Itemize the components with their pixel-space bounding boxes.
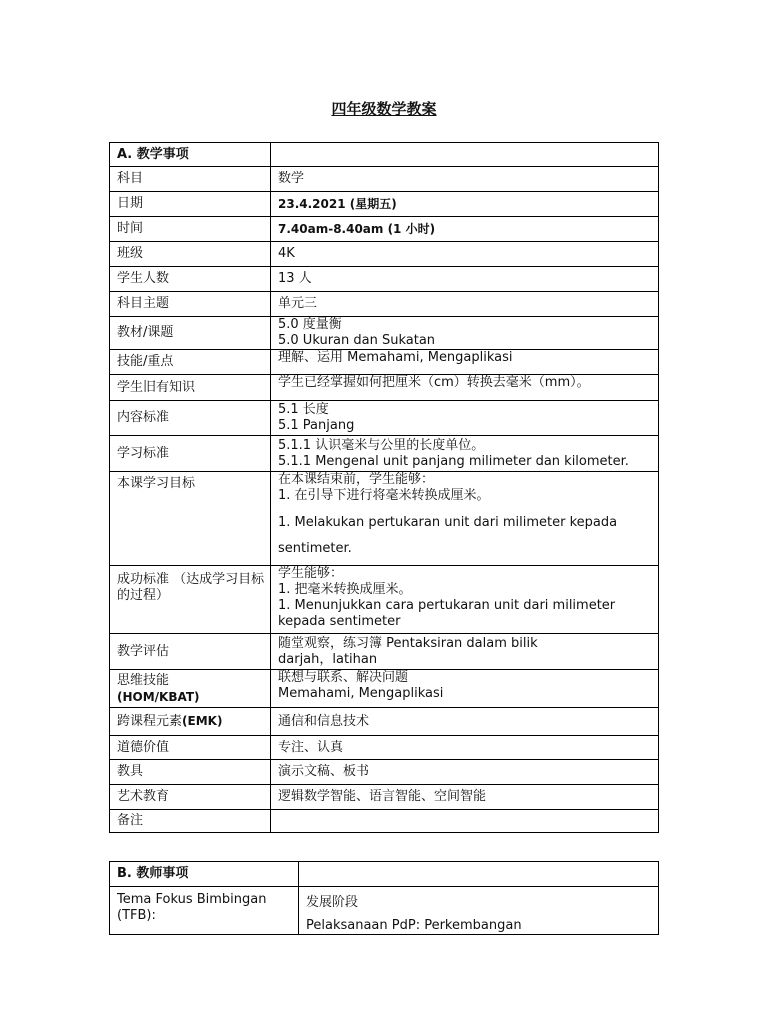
value-line: darjah，latihan — [278, 651, 378, 667]
row-label-moral-values: 道德价值 — [110, 736, 271, 760]
section-a-header-empty — [271, 143, 659, 167]
value-line: 1. Melakukan pertukaran unit dari milimeter kepada — [278, 515, 618, 530]
document-title: 四年级数学教案 — [331, 100, 437, 118]
section-b-table — [109, 861, 659, 935]
value-line: 1. Menunjukkan cara pertukaran unit dari milimeter — [278, 598, 616, 613]
section-b-header-row — [110, 862, 659, 887]
row-label-line: (HOM/KBAT) — [117, 689, 200, 704]
value-line: 5.1 Panjang — [278, 418, 355, 433]
row-value-learning-standard — [271, 436, 659, 472]
row-value-content-standard — [271, 401, 659, 436]
row-value-success-criteria — [271, 566, 659, 634]
row-label-emk — [110, 708, 271, 736]
table-row — [110, 167, 659, 192]
value-line: Memahami, Mengaplikasi — [278, 686, 444, 701]
value-line: 5.1.1 Mengenal unit panjang milimeter dan kilometer. — [278, 453, 629, 469]
row-value-students: 13 人 — [271, 267, 659, 292]
row-label-text: 跨课程元素 — [117, 714, 183, 729]
table-row — [110, 217, 659, 242]
row-label-tfb: Tema Fokus Bimbingan (TFB): — [110, 887, 299, 935]
table-row — [110, 317, 659, 350]
section-a-header-row — [110, 143, 659, 167]
row-label-class: 班级 — [110, 242, 271, 267]
table-row — [110, 634, 659, 670]
table-row — [110, 810, 659, 833]
value-line: Pelaksanaan PdP: Perkembangan — [306, 918, 522, 933]
row-value-objective — [271, 472, 659, 566]
table-row — [110, 887, 659, 935]
row-label-topic: 科目主题 — [110, 292, 271, 317]
row-label-students: 学生人数 — [110, 267, 271, 292]
row-label-remarks: 备注 — [110, 810, 271, 833]
row-label-success-criteria: 成功标准 （达成学习目标的过程） — [110, 566, 271, 634]
row-value-subject: 数学 — [271, 167, 659, 192]
row-value-moral-values: 专注、认真 — [271, 736, 659, 760]
row-label-time: 时间 — [110, 217, 271, 242]
value-line: 在本课结束前，学生能够： — [278, 472, 435, 487]
value-line: 5.1 长度 — [278, 402, 329, 417]
row-value-time: 7.40am-8.40am (1 小时) — [271, 217, 659, 242]
row-value-teaching-aids: 演示文稿、板书 — [271, 760, 659, 785]
row-label-subject: 科目 — [110, 167, 271, 192]
table-row — [110, 760, 659, 785]
value-line: 学生能够： — [278, 566, 344, 581]
row-value-tfb — [299, 887, 659, 935]
table-row — [110, 267, 659, 292]
table-row — [110, 566, 659, 634]
row-value-emk: 通信和信息技术 — [271, 708, 659, 736]
table-row — [110, 292, 659, 317]
row-label-skill: 技能/重点 — [110, 350, 271, 375]
row-value-topic: 单元三 — [271, 292, 659, 317]
row-value-arts-education: 逻辑数学智能、语言智能、空间智能 — [271, 785, 659, 810]
table-row — [110, 350, 659, 375]
table-row — [110, 242, 659, 267]
table-row — [110, 708, 659, 736]
row-value-prior-knowledge: 学生已经掌握如何把厘米（cm）转换去毫米（mm）。 — [271, 375, 659, 401]
section-a-header: A. 教学事项 — [110, 143, 271, 167]
row-value-thinking-skills — [271, 670, 659, 708]
row-label-learning-standard: 学习标准 — [110, 436, 271, 472]
table-row — [110, 785, 659, 810]
value-line: 5.1.1 认识毫米与公里的长度单位。 — [278, 437, 485, 453]
row-label-objective: 本课学习目标 — [110, 472, 271, 566]
row-value-date: 23.4.2021 (星期五) — [271, 192, 659, 217]
table-row — [110, 670, 659, 708]
section-b-header-empty — [299, 862, 659, 887]
section-b-header: B. 教师事项 — [110, 862, 299, 887]
row-label-teaching-aids: 教具 — [110, 760, 271, 785]
value-line: 1. 在引导下进行将毫米转换成厘米。 — [278, 488, 490, 503]
row-label-thinking-skills — [110, 670, 271, 708]
row-label-suffix: (EMK) — [182, 714, 223, 728]
row-label-content-standard: 内容标准 — [110, 401, 271, 436]
row-label-prior-knowledge: 学生旧有知识 — [110, 375, 271, 401]
value-line: sentimeter. — [278, 541, 352, 556]
row-value-class: 4K — [271, 242, 659, 267]
section-a-table — [109, 142, 659, 833]
row-value-material — [271, 317, 659, 350]
table-row — [110, 192, 659, 217]
table-row — [110, 375, 659, 401]
table-row — [110, 736, 659, 760]
row-label-line: 思维技能 — [117, 672, 170, 688]
row-value-remarks — [271, 810, 659, 833]
value-line: 5.0 度量衡 — [278, 317, 342, 332]
row-label-date: 日期 — [110, 192, 271, 217]
table-row — [110, 472, 659, 566]
row-label-material: 教材/课题 — [110, 317, 271, 350]
value-line: 随堂观察，练习簿 Pentaksiran dalam bilik — [278, 635, 538, 651]
value-line: 联想与联系、解决问题 — [278, 670, 409, 685]
row-value-skill: 理解、运用 Memahami, Mengaplikasi — [271, 350, 659, 375]
table-row — [110, 401, 659, 436]
row-label-assessment: 教学评估 — [110, 634, 271, 670]
value-line: kepada sentimeter — [278, 614, 401, 629]
value-line: 5.0 Ukuran dan Sukatan — [278, 333, 436, 348]
row-value-assessment — [271, 634, 659, 670]
row-label-arts-education: 艺术教育 — [110, 785, 271, 810]
table-row — [110, 436, 659, 472]
value-line: 1. 把毫米转换成厘米。 — [278, 582, 412, 597]
value-line: 发展阶段 — [306, 895, 359, 910]
